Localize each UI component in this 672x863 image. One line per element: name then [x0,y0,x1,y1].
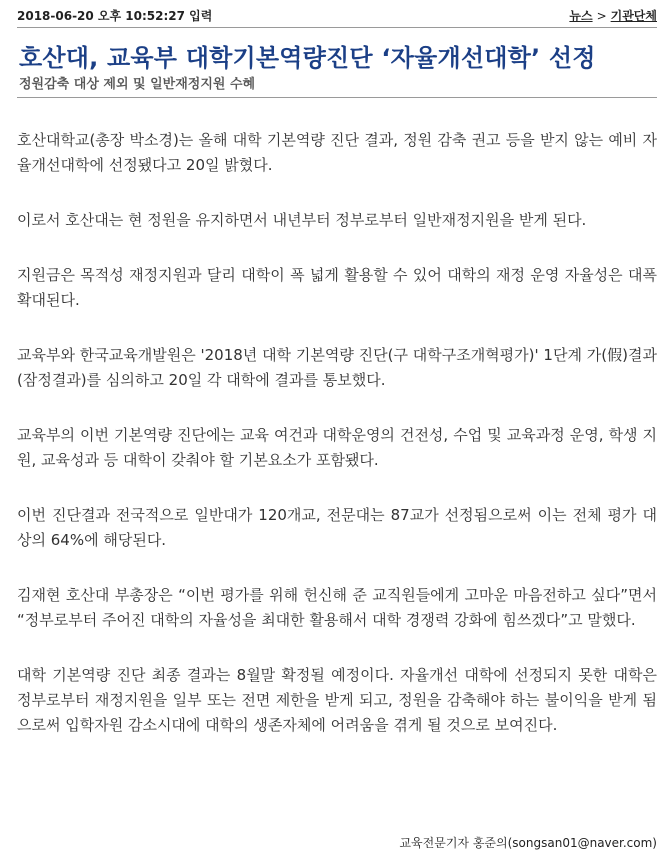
article-paragraph: 이번 진단결과 전국적으로 일반대가 120개교, 전문대는 87교가 선정됨으로써 이는 전체 평가 대상의 64%에 해당된다. [17,506,657,549]
article-paragraph: 교육부의 이번 기본역량 진단에는 교육 여건과 대학운영의 건전성, 수업 및 교육과정 운영, 학생 지원, 교육성과 등 대학이 갖춰야 할 기본요소가 포함됐다. [17,426,657,469]
published-timestamp: 2018-06-20 오후 10:52:27 입력 [17,9,213,23]
top-divider [17,27,657,28]
article-paragraph: 호산대학교(총장 박소경)는 올해 대학 기본역량 진단 결과, 정원 감축 권고 등을 받지 않는 예비 자율개선대학에 선정됐다고 20일 밝혔다. [17,131,657,174]
breadcrumb-link-news[interactable]: 뉴스 [569,9,593,23]
article-subtitle: 정원감축 대상 제외 및 일반재정지원 수혜 [19,77,256,92]
breadcrumb-separator: > [596,9,607,23]
article-title: 호산대, 교육부 대학기본역량진단 ‘자율개선대학’ 선정 [19,44,596,72]
title-divider [17,97,657,98]
article-byline: 교육전문기자 홍준의(songsan01@naver.com) [399,836,657,850]
breadcrumb [569,7,657,24]
article-body [17,128,657,768]
article-paragraph: 이로서 호산대는 현 정원을 유지하면서 내년부터 정부로부터 일반재정지원을 받게 된다. [17,211,587,229]
article-paragraph: 교육부와 한국교육개발원은 '2018년 대학 기본역량 진단(구 대학구조개혁평가)' 1단계 가(假)결과(잠정결과)를 심의하고 20일 각 대학에 결과를 통보했다. [17,346,657,389]
article-paragraph: 지원금은 목적성 재정지원과 달리 대학이 폭 넓게 활용할 수 있어 대학의 재정 운영 자율성은 대폭 확대된다. [17,266,657,309]
article-paragraph: 김재현 호산대 부총장은 “이번 평가를 위해 헌신해 준 교직원들에게 고마운 마음전하고 싶다”면서 “정부로부터 주어진 대학의 자율성을 최대한 활용해서 대학 경쟁력 강화에 힘쓰겠다”고 말했다. [17,586,657,629]
top-bar [17,4,657,26]
article-paragraph: 대학 기본역량 진단 최종 결과는 8월말 확정될 예정이다. 자율개선 대학에 선정되지 못한 대학은 정부로부터 재정지원을 일부 또는 전면 제한을 받게 되고, 정원을 감축해야 하는 불이익을 받게 됨으로써 입학자원 감소시대에 대학의 생존자체에 어려움을 겪게 될 것으로 보여진다. [17,666,657,734]
breadcrumb-link-category[interactable]: 기관단체 [610,9,657,23]
